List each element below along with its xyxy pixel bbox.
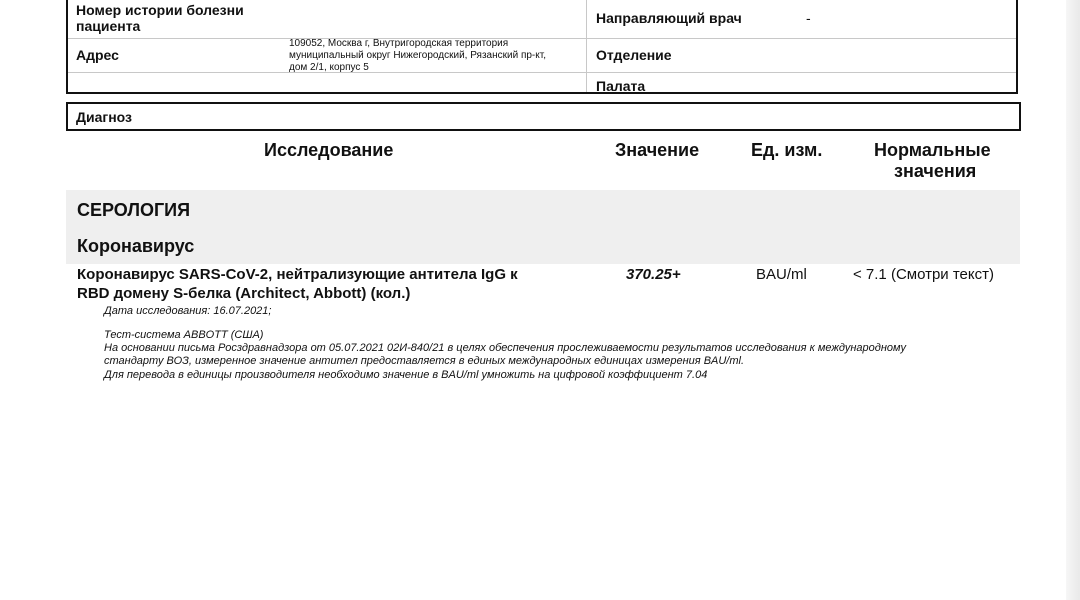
divider xyxy=(68,72,1016,73)
section-band xyxy=(66,190,1020,264)
referring-doctor-value: - xyxy=(806,10,811,26)
diagnosis-label: Диагноз xyxy=(76,109,132,125)
referring-doctor-label: Направляющий врач xyxy=(596,10,742,26)
column-header-unit: Ед. изм. xyxy=(751,140,823,160)
result-name-line-1: Коронавирус SARS-CoV-2, нейтрализующие антитела IgG к xyxy=(77,266,518,283)
note-line-2: На основании письма Росздравнадзора от 05.07.2021 02И-840/21 в целях обеспечения прослеживаемости результатов исследования к международному xyxy=(104,342,906,354)
section-title: СЕРОЛОГИЯ xyxy=(77,200,191,220)
history-label-line xyxy=(76,2,276,34)
result-date: Дата исследования: 16.07.2021; xyxy=(104,305,272,317)
column-header-norm-2: значения xyxy=(894,161,977,181)
note-line-3: стандарту ВОЗ, измеренное значение антител предоставляется в единых международных единицах измерения BAU/ml. xyxy=(104,355,745,367)
ward-label: Палата xyxy=(596,78,646,94)
result-unit: BAU/ml xyxy=(756,266,807,283)
column-header-study: Исследование xyxy=(264,140,394,160)
divider xyxy=(68,38,1016,39)
diagnosis-box xyxy=(66,102,1021,131)
address-line-1: 109052, Москва г, Внутригородская территория xyxy=(289,38,509,49)
divider xyxy=(586,0,587,92)
subsection-title: Коронавирус xyxy=(77,236,195,256)
address-line-2: муниципальный округ Нижегородский, Рязанский пр-кт, xyxy=(289,50,546,61)
address-line-3: дом 2/1, корпус 5 xyxy=(289,62,369,73)
department-label: Отделение xyxy=(596,47,672,63)
result-name-line-2: RBD домену S-белка (Architect, Abbott) (кол.) xyxy=(77,285,411,302)
column-header-norm-1: Нормальные xyxy=(874,140,991,160)
column-header-value: Значение xyxy=(615,140,700,160)
page-edge-shadow xyxy=(1066,0,1080,600)
note-line-4: Для перевода в единицы производителя необходимо значение в BAU/ml умножить на цифровой коэффициент 7.04 xyxy=(104,369,708,381)
note-line-1: Тест-система ABBOTT (США) xyxy=(104,329,264,341)
result-norm: < 7.1 (Смотри текст) xyxy=(853,266,994,283)
result-value: 370.25+ xyxy=(626,266,681,283)
history-label: Номер истории болезни пациента xyxy=(76,2,244,34)
address-label: Адрес xyxy=(76,47,119,63)
